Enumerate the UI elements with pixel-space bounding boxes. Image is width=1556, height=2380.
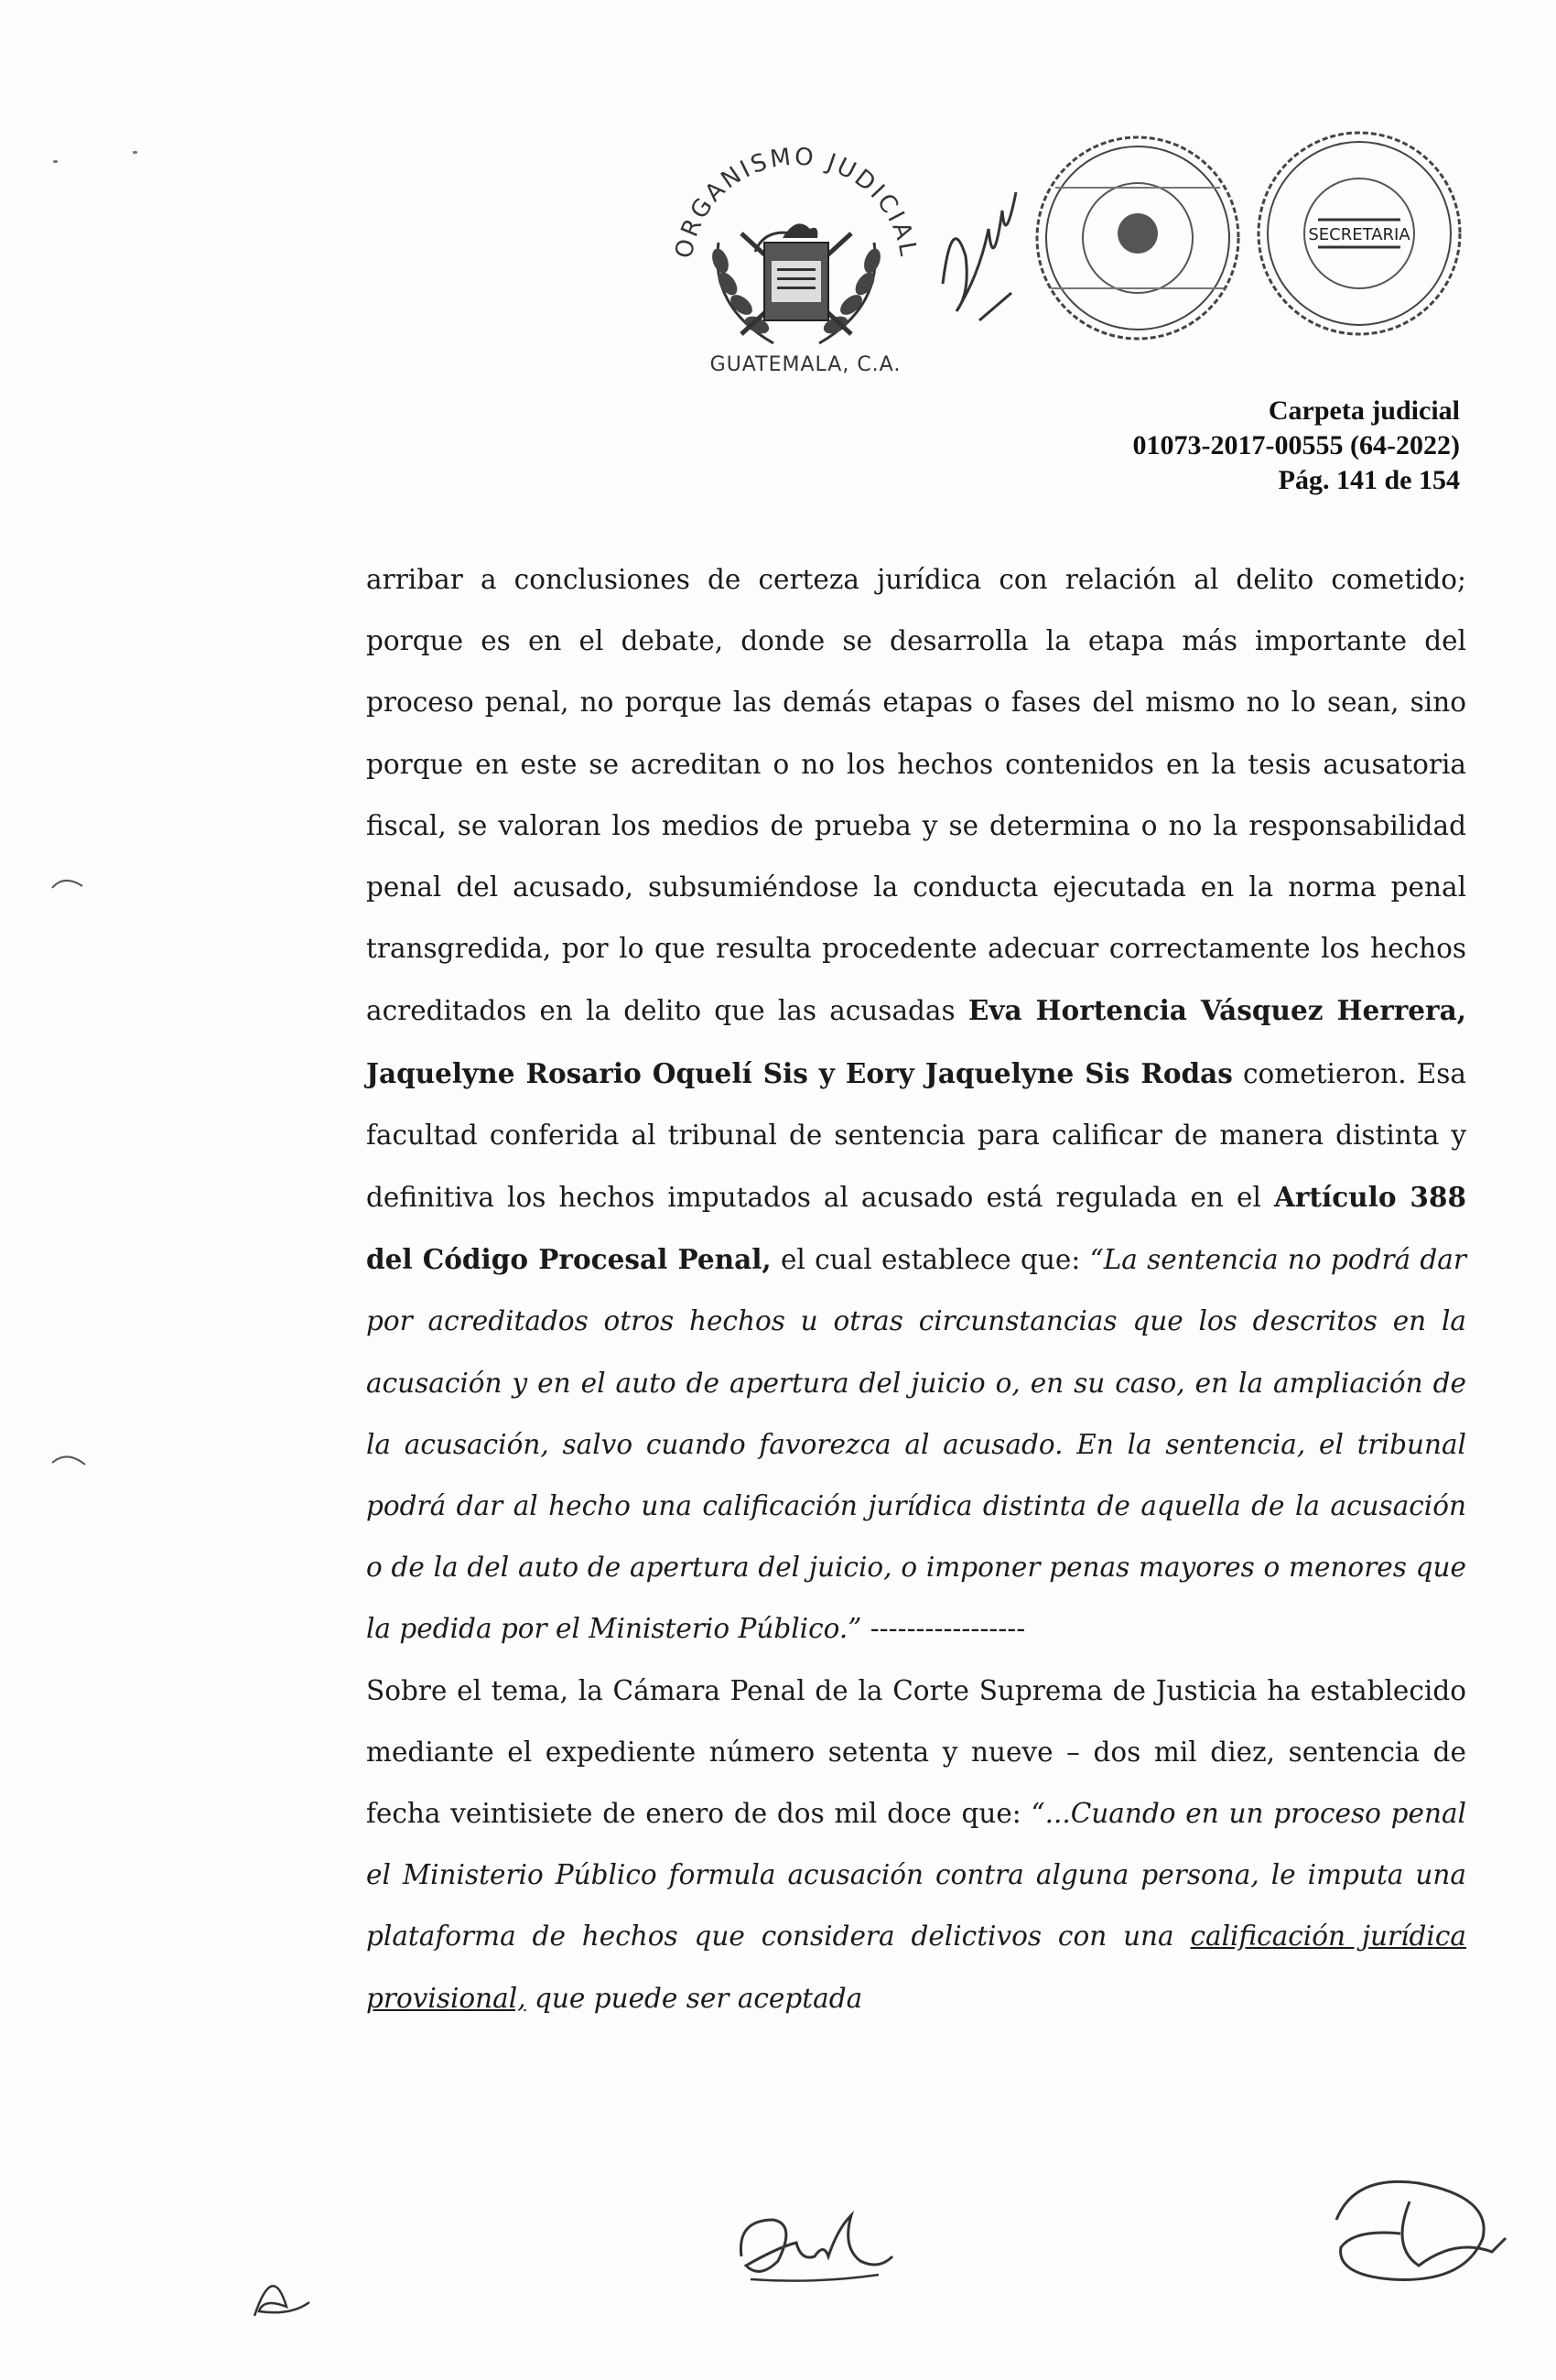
- signature-left-icon: [245, 2252, 319, 2325]
- jurisprudence-underlined: calificación jurídica provisional,: [366, 1920, 1466, 2014]
- stamp-secretaria-label: SECRETARIA: [1308, 225, 1410, 244]
- p1-text-c: el cual establece que:: [771, 1244, 1090, 1276]
- scan-speck: [133, 151, 137, 154]
- paragraph-2: [366, 1661, 1466, 2029]
- secretaria-stamp-icon: [1254, 128, 1464, 339]
- paragraph-1: [366, 549, 1466, 1661]
- case-number: 01073-2017-00555 (64-2022): [1132, 430, 1460, 460]
- signature-right-icon: [1300, 2165, 1510, 2302]
- tribunal-stamp-icon: [1032, 133, 1243, 343]
- jurisprudence-quote-b: que puede ser aceptada: [525, 1982, 863, 2014]
- document-body: [366, 549, 1466, 2029]
- article-quote: “La sentencia no podrá dar por acreditados otros hechos u otras circunstancias que los descritos en la acusación y en el auto de apertura del juicio o, en su caso, en la ampliación de la acusación, salvo cuando favorezca al acusado. En la sentencia, el tribunal podrá dar al hecho una calificación jurídica distinta de aquella de la acusación o de la del auto de apertura del juicio, o imponer penas mayores o menores que la pedida por el Ministerio Público.”: [366, 1244, 1466, 1645]
- case-label: Carpeta judicial: [1268, 395, 1460, 426]
- p2-text-a: Sobre el tema, la Cámara Penal de la Corte Suprema de Justicia ha establecido mediante el expediente número setenta y nueve – dos mil diez, sentencia de fecha veintisiete de enero de dos mil doce que:: [366, 1674, 1466, 1830]
- accused-names: Eva Hortencia Vásquez Herrera, Jaquelyne Rosario Oquelí Sis y Eory Jaquelyne Sis Rodas: [366, 994, 1466, 1089]
- signature-middle-icon: [723, 2192, 915, 2302]
- initials-signature-icon: [924, 156, 1025, 339]
- line-filler-dashes: -----------------: [861, 1613, 1026, 1645]
- jurisprudence-quote-a: “...Cuando en un proceso penal el Ministerio Público formula acusación contra alguna persona, le imputa una plataforma de hechos que considera delictivos con una: [366, 1798, 1466, 1953]
- seal-caption: GUATEMALA, C.A.: [709, 353, 902, 376]
- p1-text-b: cometieron. Esa facultad conferida al tribunal de sentencia para calificar de manera distinta y definitiva los hechos imputados al acusado está regulada en el: [366, 1057, 1466, 1214]
- page-number: Pág. 141 de 154: [1278, 465, 1460, 495]
- p1-text-a: arribar a conclusiones de certeza jurídica con relación al delito cometido; porque es en el debate, donde se desarrolla la etapa más importante del proceso penal, no porque las demás etapas o fases del mismo no lo sean, sino porque en este se acreditan o no los hechos contenidos en la tesis acusatoria fiscal, se valoran los medios de prueba y se determina o no la responsabilidad penal del acusado, subsumiéndose la conducta ejecutada en la norma penal transgredida, por lo que resulta procedente adecuar correctamente los hechos acreditados en la delito que las acusadas: [366, 564, 1466, 1027]
- margin-mark-icon: [50, 870, 87, 897]
- case-reference: [1133, 394, 1460, 498]
- organismo-judicial-seal: [654, 105, 938, 389]
- seal-top-text: ORGANISMO JUDICIAL: [670, 143, 923, 261]
- scan-speck: [53, 160, 58, 163]
- coat-of-arms-icon: [654, 105, 938, 389]
- margin-mark-icon: [50, 1446, 87, 1474]
- article-reference: Artículo 388 del Código Procesal Penal,: [366, 1181, 1467, 1276]
